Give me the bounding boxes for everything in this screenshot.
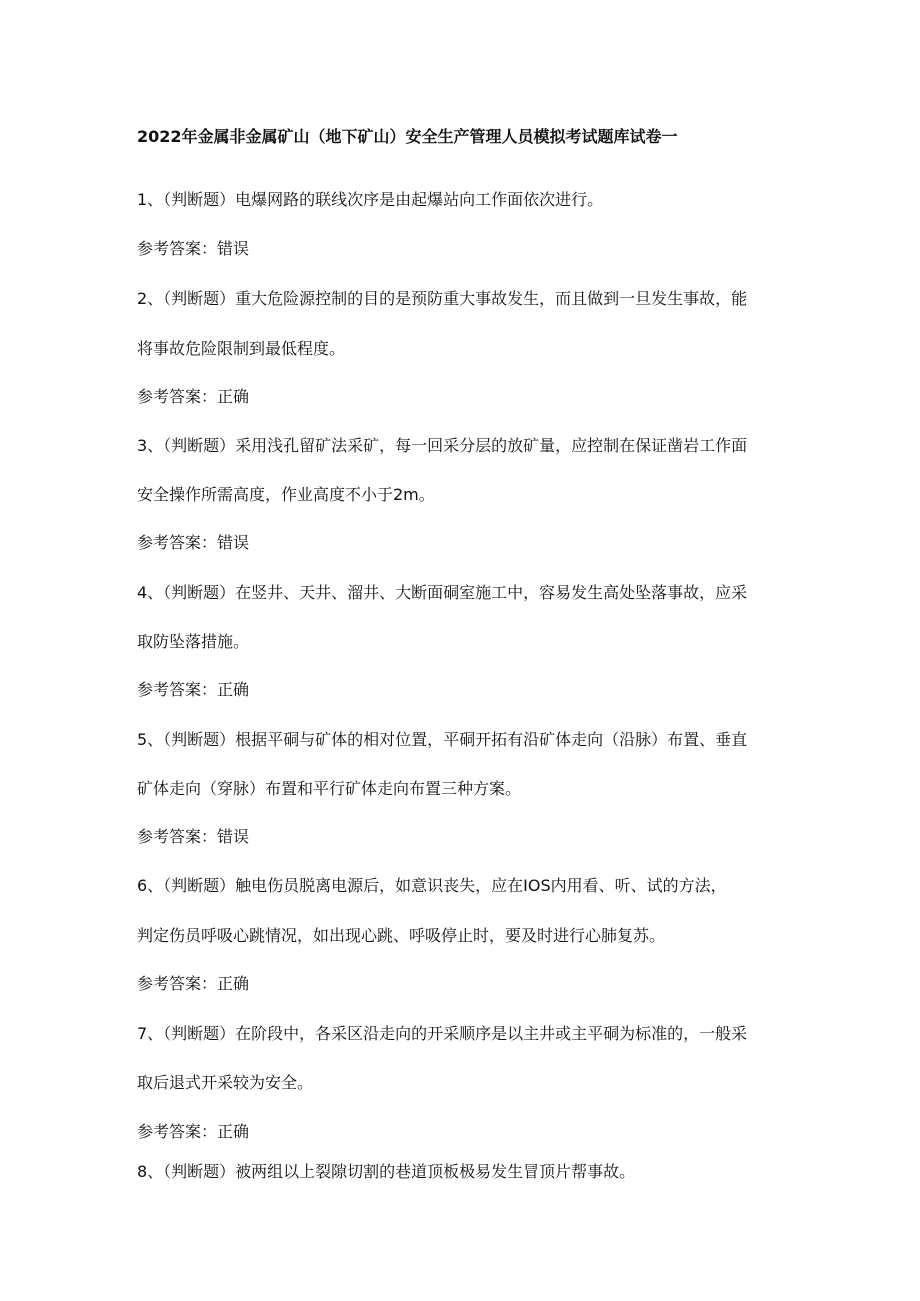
question-5-line-1: 5、（判断题）根据平硐与矿体的相对位置，平硐开拓有沿矿体走向（沿脉）布置、垂直 xyxy=(137,730,748,749)
question-5-answer: 参考答案：错误 xyxy=(137,827,250,846)
question-7-line-2: 取后退式开采较为安全。 xyxy=(137,1073,314,1092)
question-3-answer: 参考答案：错误 xyxy=(137,533,250,552)
question-6-answer: 参考答案：正确 xyxy=(137,974,250,993)
question-4-answer: 参考答案：正确 xyxy=(137,680,250,699)
document-title: 2022年金属非金属矿山（地下矿山）安全生产管理人员模拟考试题库试卷一 xyxy=(137,127,678,146)
question-5-line-2: 矿体走向（穿脉）布置和平行矿体走向布置三种方案。 xyxy=(137,779,522,798)
question-8-line-1: 8、（判断题）被两组以上裂隙切割的巷道顶板极易发生冒顶片帮事故。 xyxy=(137,1162,636,1181)
question-7-answer: 参考答案：正确 xyxy=(137,1122,250,1141)
question-3-line-2: 安全操作所需高度，作业高度不小于2m。 xyxy=(137,485,435,504)
question-3-line-1: 3、（判断题）采用浅孔留矿法采矿，每一回采分层的放矿量，应控制在保证凿岩工作面 xyxy=(137,436,748,455)
question-1-answer: 参考答案：错误 xyxy=(137,239,250,258)
question-6-line-1: 6、（判断题）触电伤员脱离电源后，如意识丧失，应在IOS内用看、听、试的方法， xyxy=(137,876,727,895)
question-2-line-2: 将事故危险限制到最低程度。 xyxy=(137,339,346,358)
question-2-answer: 参考答案：正确 xyxy=(137,387,250,406)
question-1-line-1: 1、（判断题）电爆网路的联线次序是由起爆站向工作面依次进行。 xyxy=(137,190,604,209)
question-2-line-1: 2、（判断题）重大危险源控制的目的是预防重大事故发生，而且做到一旦发生事故，能 xyxy=(137,289,748,308)
question-6-line-2: 判定伤员呼吸心跳情况，如出现心跳、呼吸停止时，要及时进行心肺复苏。 xyxy=(137,926,666,945)
question-4-line-2: 取防坠落措施。 xyxy=(137,632,250,651)
question-7-line-1: 7、（判断题）在阶段中，各采区沿走向的开采顺序是以主井或主平硐为标准的，一般采 xyxy=(137,1024,748,1043)
question-4-line-1: 4、（判断题）在竖井、天井、溜井、大断面硐室施工中，容易发生高处坠落事故，应采 xyxy=(137,583,748,602)
